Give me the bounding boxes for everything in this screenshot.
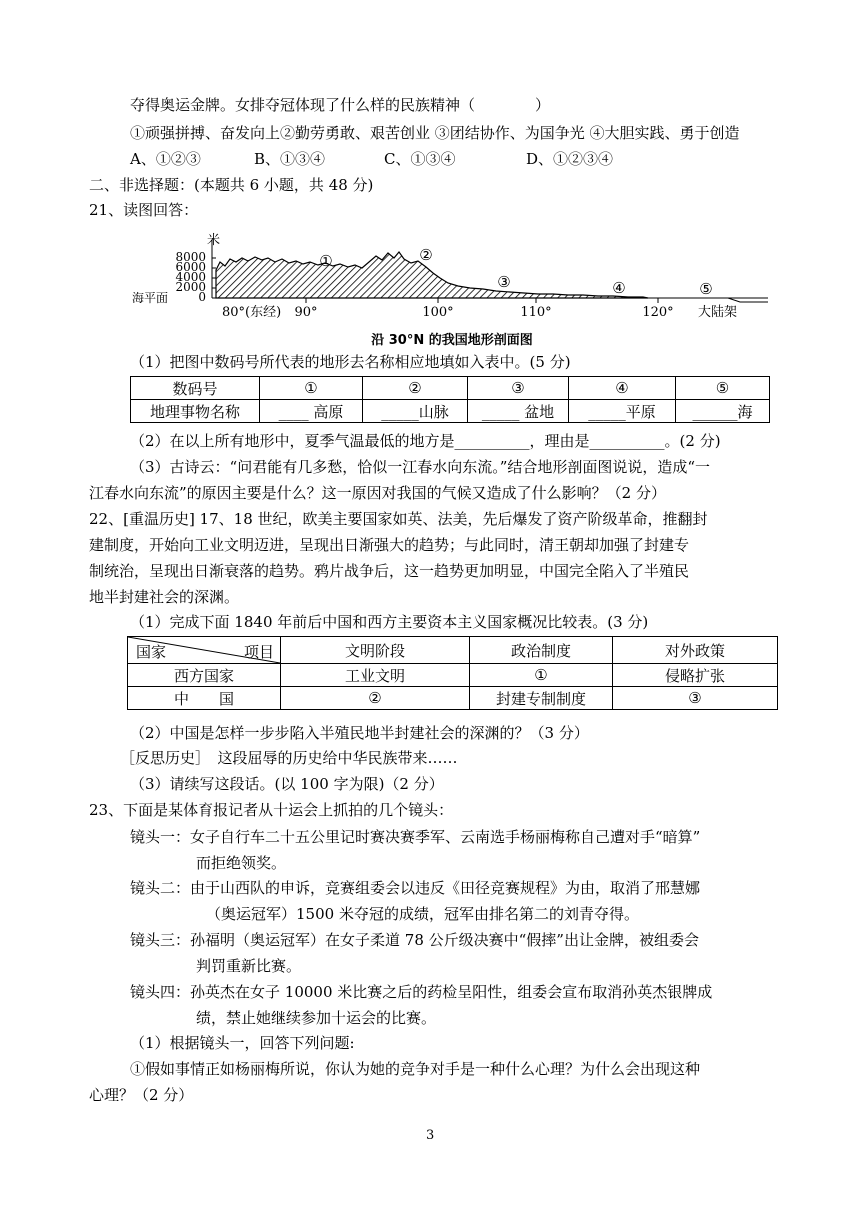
q23-scene-2: 镜头二：由于山西队的申诉，竞赛组委会以违反《田径竞赛规程》为由，取消了邢慧娜 (130, 879, 701, 897)
option-d: D、①②③④ (526, 150, 614, 168)
marker-4: ④ (612, 279, 626, 297)
marker-5: ⑤ (699, 280, 713, 298)
y-unit-label: 米 (207, 233, 221, 248)
y-tick: 6000 (175, 260, 206, 274)
table-row: 西方国家 工业文明 ① 侵略扩张 (128, 664, 778, 687)
q23-scene-1-cont: 而拒绝领奖。 (196, 854, 287, 872)
marker-1: ① (319, 252, 333, 270)
shelf-label: 大陆架 (698, 305, 738, 320)
q22-part3: （3）请续写这段话。(以 100 字为限)（2 分） (130, 775, 444, 793)
option-a: A、①②③ (130, 150, 201, 168)
x-tick: 120° (642, 305, 674, 320)
q21-part2: （2）在以上所有地形中，夏季气温最低的地方是__________，理由是__________。(2 分) (130, 432, 721, 450)
q22-passage: 制统治，呈现出日渐衰落的趋势。鸦片战争后，这一趋势更加明显，中国完全陷入了半殖民 (89, 562, 690, 580)
sea-level-label: 海平面 (132, 291, 169, 305)
q23-scene-3-cont: 判罚重新比赛。 (196, 957, 302, 975)
table-row: 地理事物名称 ____ 高原 _____山脉 _____ 盆地 _____平原 ______海 (131, 400, 770, 423)
x-tick: 90° (294, 305, 318, 320)
q23-scene-1: 镜头一：女子自行车二十五公里记时赛决赛季军、云南选手杨丽梅称自己遭对手“暗算” (130, 828, 701, 846)
q22-reflect: ［反思历史］ 这段屈辱的历史给中华民族带来…… (120, 749, 458, 767)
q22-passage: 建制度，开始向工业文明迈进，呈现出日渐强大的趋势；与此同时，清王朝却加强了封建专 (89, 536, 690, 554)
q23-part1-question: ①假如事情正如杨丽梅所说，你认为她的竞争对手是一种什么心理？为什么会出现这种 (130, 1060, 701, 1078)
section-heading: 二、非选择题：(本题共 6 小题，共 48 分) (89, 176, 374, 194)
q22-comparison-table (127, 636, 778, 710)
x-tick: 80°(东经) (222, 305, 282, 320)
q20-options (130, 148, 613, 170)
marker-2: ② (419, 246, 433, 264)
y-tick: 2000 (175, 280, 206, 294)
table-row: 中 国 ② 封建专制制度 ③ (128, 687, 778, 710)
option-b: B、①③④ (254, 150, 326, 168)
figure-caption: 沿 30°N 的我国地形剖面图 (371, 333, 533, 348)
q23-part1-question-cont: 心理？（2 分） (89, 1086, 194, 1104)
q22-passage: 地半封建社会的深渊。 (89, 588, 240, 606)
q21-part1: （1）把图中数码号所代表的地形去名称相应地填如入表中。(5 分) (130, 353, 571, 371)
continental-shelf (648, 298, 768, 302)
q20-statements: ①顽强拼搏、奋发向上②勤劳勇敢、艰苦创业 ③团结协作、为国争光 ④大胆实践、勇于创造 (130, 124, 740, 142)
y-tick: 8000 (175, 250, 206, 264)
q21-intro: 21、读图回答： (89, 201, 199, 219)
q23-scene-2-cont: （奥运冠军）1500 米夺冠的成绩，冠军由排名第二的刘青夺得。 (206, 905, 639, 923)
option-c: C、①③④ (384, 150, 456, 168)
y-tick: 0 (198, 290, 206, 304)
q23-scene-4-cont: 绩，禁止她继续参加十运会的比赛。 (196, 1009, 437, 1027)
q22-passage: 22、[重温历史] 17、18 世纪，欧美主要国家如英、法美，先后爆发了资产阶级革命，推翻封 (89, 510, 708, 528)
q21-answer-table (130, 376, 770, 423)
q23-intro: 23、下面是某体育报记者从十运会上抓拍的几个镜头： (89, 801, 454, 819)
page-number: 3 (426, 1128, 435, 1143)
q23-part1: （1）根据镜头一，回答下列问题: (130, 1034, 355, 1052)
table-corner-cell: 国家 项目 (128, 637, 281, 664)
table-row: 数码号 ① ② ③ ④ ⑤ (131, 377, 770, 400)
q22-part2: （2）中国是怎样一步步陷入半殖民地半封建社会的深渊的？（3 分） (130, 724, 589, 742)
q21-part3: （3）古诗云：“问君能有几多愁，恰似一江春水向东流。”结合地形剖面图说说，造成“一 (130, 458, 711, 476)
q23-scene-4: 镜头四：孙英杰在女子 10000 米比赛之后的药检呈阳性，组委会宣布取消孙英杰银牌成 (130, 983, 713, 1001)
q23-scene-3: 镜头三：孙福明（奥运冠军）在女子柔道 78 公斤级决赛中“假摔”出让金牌，被组委会 (130, 931, 699, 949)
x-tick: 100° (422, 305, 454, 320)
q21-part3-cont: 江春水向东流”的原因主要是什么？这一原因对我国的气候又造成了什么影响？（2 分） (89, 484, 666, 502)
x-tick: 110° (520, 305, 552, 320)
q20-stem: 夺得奥运金牌。女排夺冠体现了什么样的民族精神（ ） (130, 96, 551, 114)
marker-3: ③ (497, 273, 511, 291)
y-tick: 4000 (175, 270, 206, 284)
terrain-profile-figure (128, 232, 768, 350)
table-row: 国家 项目 文明阶段 政治制度 对外政策 (128, 637, 778, 664)
q22-part1: （1）完成下面 1840 年前后中国和西方主要资本主义国家概况比较表。(3 分) (130, 613, 649, 631)
